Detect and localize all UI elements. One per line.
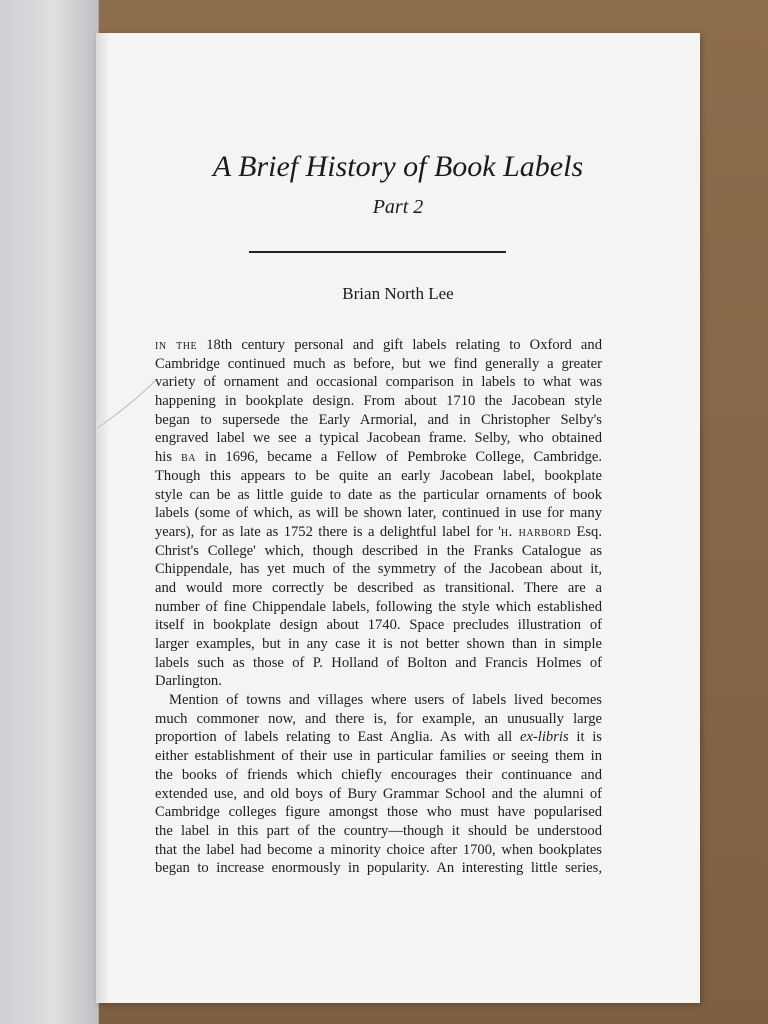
body-line: years), for as late as 1752 there is a delightful label for 'h. harbord Esq. bbox=[155, 523, 602, 540]
body-line: began to increase enormously in popularity. An interesting little series, bbox=[155, 860, 602, 877]
body-line: extended use, and old boys of Bury Grammar School and the alumni of bbox=[155, 785, 602, 802]
page-gutter-shadow bbox=[96, 33, 110, 1003]
body-line: much commoner now, and there is, for example, an unusually large bbox=[155, 710, 602, 727]
body-line: began to supersede the Early Armorial, and in Christopher Selby's bbox=[155, 411, 602, 428]
book-page bbox=[96, 33, 700, 1003]
body-line: labels (some of which, as will be shown later, continued in use for many bbox=[155, 505, 602, 522]
author-name: Brian North Lee bbox=[342, 284, 454, 303]
body-line: Christ's College' which, though described in the Franks Catalogue as bbox=[155, 542, 602, 559]
article-body bbox=[155, 336, 602, 878]
body-line: engraved label we see a typical Jacobean frame. Selby, who obtained bbox=[155, 430, 602, 447]
body-line: number of fine Chippendale labels, following the style which established bbox=[155, 598, 602, 615]
body-line: Cambridge colleges figure amongst those who must have popularised bbox=[155, 804, 602, 821]
body-line: the books of friends which chiefly encourages their continuance and bbox=[155, 766, 602, 783]
title-rule bbox=[249, 251, 506, 253]
body-line: variety of ornament and occasional comparison in labels to what was bbox=[155, 374, 602, 391]
body-line: Though this appears to be quite an early Jacobean label, bookplate bbox=[155, 467, 602, 484]
body-line: proportion of labels relating to East Anglia. As with all ex-libris it is bbox=[155, 729, 602, 746]
paper-crease-icon bbox=[96, 378, 158, 430]
body-line: Mention of towns and villages where users of labels lived becomes bbox=[169, 692, 602, 709]
body-line: either establishment of their use in particular families or seeing them in bbox=[155, 748, 602, 765]
body-line: the label in this part of the country—though it should be understood bbox=[155, 822, 602, 839]
facing-page-edge bbox=[0, 0, 99, 1024]
body-line: and would more correctly be described as transitional. There are a bbox=[155, 579, 602, 596]
article-subtitle: Part 2 bbox=[372, 196, 424, 218]
body-line: happening in bookplate design. From about 1710 the Jacobean style bbox=[155, 393, 602, 410]
body-line: in the 18th century personal and gift labels relating to Oxford and bbox=[155, 337, 603, 353]
body-line: Chippendale, has yet much of the symmetry of the Jacobean about it, bbox=[155, 561, 602, 578]
body-line: labels such as those of P. Holland of Bolton and Francis Holmes of bbox=[155, 654, 602, 671]
body-line: itself in bookplate design about 1740. Space precludes illustration of bbox=[155, 617, 602, 634]
body-line: style can be as little guide to date as the particular ornaments of book bbox=[155, 486, 602, 503]
body-line: his ba in 1696, became a Fellow of Pembroke College, Cambridge. bbox=[155, 449, 602, 466]
body-line: Cambridge continued much as before, but we find generally a greater bbox=[155, 355, 602, 372]
article-title: A Brief History of Book Labels bbox=[212, 150, 584, 183]
body-line: Darlington. bbox=[155, 673, 222, 690]
body-line: larger examples, but in any case it is not better shown than in simple bbox=[155, 636, 602, 652]
body-line: that the label had become a minority choice after 1700, when bookplates bbox=[155, 841, 602, 858]
